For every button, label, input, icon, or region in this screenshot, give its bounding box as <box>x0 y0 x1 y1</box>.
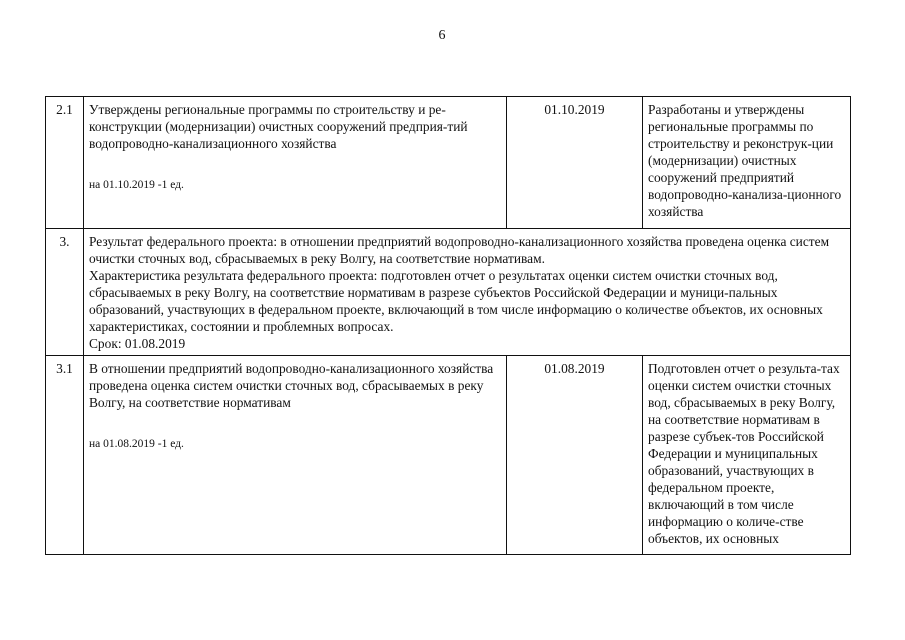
row-date: 01.10.2019 <box>507 97 643 229</box>
row-description-cell <box>84 356 507 555</box>
row-note: на 01.10.2019 -1 ед. <box>89 179 184 191</box>
federal-project-result: Результат федерального проекта: в отношении предприятий водопроводно-канализационного хозяйства проведена оценка систем очистки сточных вод, сбрасываемых в реку Волгу, на соответствие нормативам. <box>89 234 830 266</box>
table-row <box>46 356 851 555</box>
federal-project-characteristic: Характеристика результата федерального проекта: подготовлен отчет о результатах оценки систем очистки сточных вод, сбрасываемых в реку Волгу, на соответствие нормативам в разрезе субъектов Российской Федерации и муници-пальных образований, участвующих в федеральном проекте, включающий в том числе информацию о количестве объектов, их основных характеристиках, состоянии и проблемных вопросах. <box>89 268 823 334</box>
row-description-cell <box>84 97 507 229</box>
row-note: на 01.08.2019 -1 ед. <box>89 438 184 450</box>
row-description: В отношении предприятий водопроводно-канализационного хозяйства проведена оценка систем очистки сточных вод, сбрасываемых в реку Волгу, на соответствие нормативам <box>89 361 494 410</box>
row-summary-cell <box>84 229 851 356</box>
project-results-table <box>45 96 851 555</box>
table-row <box>46 97 851 229</box>
row-number: 2.1 <box>46 97 84 229</box>
federal-project-deadline: Срок: 01.08.2019 <box>89 336 186 351</box>
row-description: Утверждены региональные программы по строительству и ре-конструкции (модернизации) очистных сооружений предприя-тий водопроводно-канализационного хозяйства <box>89 102 468 151</box>
row-number: 3. <box>46 229 84 356</box>
page-number: 6 <box>438 28 446 43</box>
row-number: 3.1 <box>46 356 84 555</box>
row-result: Подготовлен отчет о результа-тах оценки систем очистки сточных вод, сбрасываемых в реку Волгу, на соответствие нормативам в разрезе субъек-тов Российской Федерации и муниципальных образований, участвующих в федеральном проекте, включающий в том числе информацию о количе-стве объектов, их основных <box>643 356 851 555</box>
row-result: Разработаны и утверждены региональные программы по строительству и реконструк-ции (модернизации) очистных сооружений предприятий водопроводно-канализа-ционного хозяйства <box>643 97 851 229</box>
table-row <box>46 229 851 356</box>
row-date: 01.08.2019 <box>507 356 643 555</box>
